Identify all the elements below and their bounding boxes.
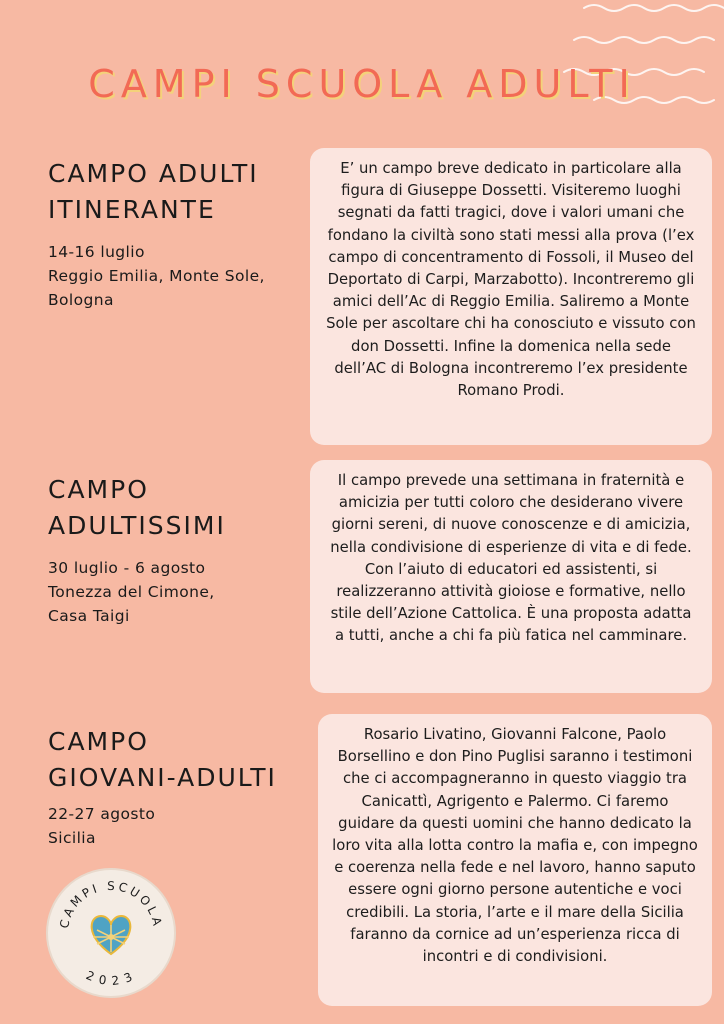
camp-place: Tonezza del Cimone, — [48, 583, 215, 601]
camp-place: Casa Taigi — [48, 607, 130, 625]
camp-details — [48, 240, 265, 312]
camp-place: Sicilia — [48, 829, 96, 847]
camp-dates: 30 luglio - 6 agosto — [48, 559, 206, 577]
camp-place: Reggio Emilia, Monte Sole, — [48, 267, 265, 285]
camp-description-card — [310, 460, 712, 693]
camp-description: Il campo prevede una settimana in fraternità e amicizia per tutti coloro che desiderano vivere giorni sereni, di nuove conoscenze e di amicizia, nella condivisione di esperienze di vita e di fede. Con l’aiuto di educatori ed assistenti, si realizzeranno attività gioiose e formative, nello stile dell’Azione Cattolica. È una proposta adatta a tutti, anche a chi fa più fatica nel camminare. — [330, 472, 692, 645]
seal-top-text: CAMPI SCUOLA — [57, 878, 165, 930]
camp-title — [48, 724, 277, 796]
camp-title — [48, 156, 259, 228]
camp-title — [48, 472, 226, 544]
page-title: CAMPI SCUOLA ADULTI — [88, 62, 636, 106]
camp-title-line: ITINERANTE — [48, 195, 216, 224]
camp-title-line: CAMPO — [48, 475, 149, 504]
camp-dates: 22-27 agosto — [48, 805, 156, 823]
camp-title-line: ADULTISSIMI — [48, 511, 226, 540]
camp-details — [48, 802, 155, 850]
camp-description: Rosario Livatino, Giovanni Falcone, Paolo Borsellino e don Pino Puglisi saranno i testimoni che ci accompagneranno in questo viaggio tra Canicattì, Agrigento e Palermo. Ci faremo guidare da questi uomini che hanno dedicato la loro vita alla lotta contro la mafia e, con impegno e coerenza nella fede e nel lavoro, hanno saputo essere ogni giorno persone autentiche e voci credibili. La storia, l’arte e il mare della Sicilia faranno da cornice ad un’esperienza ricca di incontri e di condivisioni. — [332, 726, 698, 966]
camp-details — [48, 556, 215, 628]
camp-title-line: CAMPO — [48, 727, 149, 756]
camp-dates: 14-16 luglio — [48, 243, 145, 261]
camp-title-line: GIOVANI-ADULTI — [48, 763, 277, 792]
camp-place: Bologna — [48, 291, 114, 309]
seal-bottom-text: 2023 — [83, 968, 139, 989]
camp-description: E’ un campo breve dedicato in particolare alla figura di Giuseppe Dossetti. Visiteremo luoghi segnati da fatti tragici, dove i valori umani che fondano la civiltà sono stati messi alla prova (l’ex campo di concentramento di Fossoli, il Museo del Deportato di Carpi, Marzabotto). Incontreremo gli amici dell’Ac di Reggio Emilia. Saliremo a Monte Sole per ascoltare chi ha conosciuto e vissuto con don Dossetti. Infine la domenica nella sede dell’AC di Bologna incontreremo l’ex presidente Romano Prodi. — [326, 160, 696, 400]
camp-description-card — [318, 714, 712, 1006]
camp-title-line: CAMPO ADULTI — [48, 159, 259, 188]
campi-scuola-seal — [44, 866, 178, 1000]
camp-description-card — [310, 148, 712, 445]
